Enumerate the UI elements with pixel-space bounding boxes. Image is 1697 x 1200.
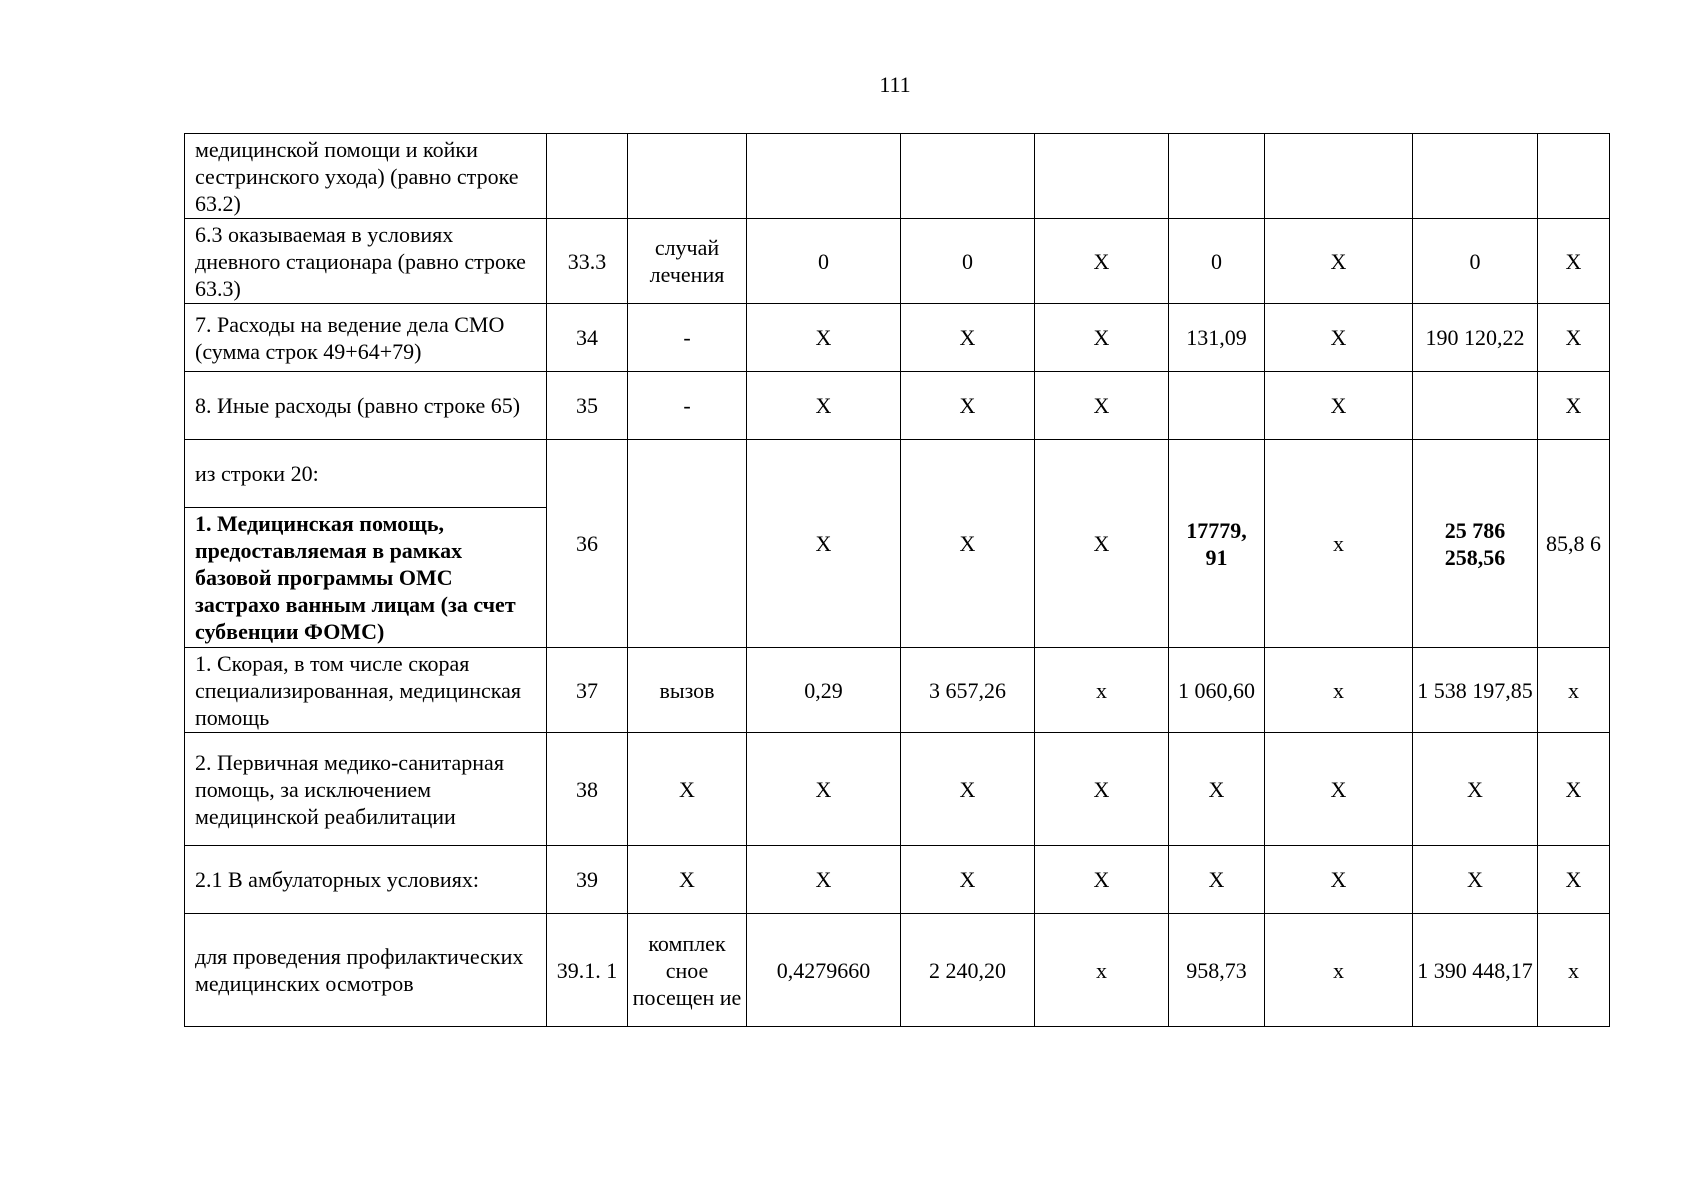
value-cell: 1 390 448,17 [1413, 914, 1538, 1027]
unit-cell: X [628, 846, 747, 914]
value-cell: X [1035, 846, 1169, 914]
value-cell [1035, 134, 1169, 219]
value-cell: 0 [1169, 219, 1265, 304]
value-cell [1169, 372, 1265, 440]
value-cell: X [1265, 846, 1413, 914]
row-label: 2.1 В амбулаторных условиях: [185, 846, 547, 914]
value-cell [1413, 134, 1538, 219]
table-row [185, 648, 1610, 733]
value-cell: 17779, 91 [1169, 440, 1265, 648]
row-number: 38 [547, 733, 628, 846]
value-cell: X [1035, 440, 1169, 648]
row-label: 8. Иные расходы (равно строке 65) [185, 372, 547, 440]
value-cell: X [747, 733, 901, 846]
unit-cell: комплек сное посещен ие [628, 914, 747, 1027]
value-cell: X [1035, 304, 1169, 372]
unit-cell: - [628, 372, 747, 440]
table-row [185, 846, 1610, 914]
row-label: для проведения профилактических медицинских осмотров [185, 914, 547, 1027]
value-cell: X [1035, 733, 1169, 846]
value-cell: X [901, 372, 1035, 440]
value-cell [1169, 134, 1265, 219]
row-label: 6.3 оказываемая в условиях дневного стационара (равно строке 63.3) [185, 219, 547, 304]
page-number: 111 [879, 72, 911, 97]
value-cell: 0,4279660 [747, 914, 901, 1027]
value-cell: x [1035, 648, 1169, 733]
row-label: 2. Первичная медико-санитарная помощь, за исключением медицинской реабилитации [185, 733, 547, 846]
value-cell: X [1538, 372, 1610, 440]
unit-cell: вызов [628, 648, 747, 733]
value-cell: 1 538 197,85 [1413, 648, 1538, 733]
table-row [185, 372, 1610, 440]
value-cell: x [1538, 914, 1610, 1027]
row-number [547, 134, 628, 219]
row-label: 7. Расходы на ведение дела СМО (сумма строк 49+64+79) [185, 304, 547, 372]
value-cell [1413, 372, 1538, 440]
value-cell [747, 134, 901, 219]
data-table [184, 133, 1610, 1027]
value-cell: 131,09 [1169, 304, 1265, 372]
value-cell: x [1265, 914, 1413, 1027]
value-cell: X [1035, 219, 1169, 304]
value-cell: X [901, 440, 1035, 648]
value-cell: X [1169, 733, 1265, 846]
value-cell: 190 120,22 [1413, 304, 1538, 372]
value-cell: x [1035, 914, 1169, 1027]
table-row [185, 914, 1610, 1027]
value-cell: 0 [1413, 219, 1538, 304]
value-cell: 2 240,20 [901, 914, 1035, 1027]
row-number: 39 [547, 846, 628, 914]
unit-cell: - [628, 304, 747, 372]
value-cell: X [1538, 304, 1610, 372]
row-number: 35 [547, 372, 628, 440]
value-cell: X [1413, 733, 1538, 846]
value-cell: X [747, 304, 901, 372]
row-number: 37 [547, 648, 628, 733]
row-label: 1. Скорая, в том числе скорая специализированная, медицинская помощь [185, 648, 547, 733]
value-cell: x [1538, 648, 1610, 733]
value-cell: X [1413, 846, 1538, 914]
table-row [185, 304, 1610, 372]
value-cell: 1 060,60 [1169, 648, 1265, 733]
value-cell: X [1538, 219, 1610, 304]
row-number: 34 [547, 304, 628, 372]
value-cell: 0 [901, 219, 1035, 304]
value-cell: X [1265, 304, 1413, 372]
unit-cell [628, 440, 747, 648]
value-cell: X [901, 304, 1035, 372]
value-cell: 0 [747, 219, 901, 304]
value-cell: X [747, 372, 901, 440]
value-cell: X [747, 440, 901, 648]
value-cell: 0,29 [747, 648, 901, 733]
table-row [185, 440, 1610, 508]
row-number: 36 [547, 440, 628, 648]
value-cell: X [1538, 733, 1610, 846]
unit-cell: X [628, 733, 747, 846]
value-cell: X [1265, 733, 1413, 846]
row-subheading: из строки 20: [185, 440, 547, 508]
value-cell: X [747, 846, 901, 914]
row-number: 39.1. 1 [547, 914, 628, 1027]
value-cell: X [901, 846, 1035, 914]
value-cell: x [1265, 440, 1413, 648]
value-cell: X [1169, 846, 1265, 914]
value-cell: X [1035, 372, 1169, 440]
value-cell: X [1265, 372, 1413, 440]
value-cell: 25 786 258,56 [1413, 440, 1538, 648]
unit-cell [628, 134, 747, 219]
value-cell [901, 134, 1035, 219]
value-cell: 3 657,26 [901, 648, 1035, 733]
value-cell: X [1265, 219, 1413, 304]
table-row [185, 134, 1610, 219]
value-cell: x [1265, 648, 1413, 733]
table-row [185, 733, 1610, 846]
row-label: 1. Медицинская помощь, предоставляемая в рамках базовой программы ОМС застрахо ванным лицам (за счет субвенции ФОМС) [185, 508, 547, 648]
table-row [185, 219, 1610, 304]
value-cell: 958,73 [1169, 914, 1265, 1027]
unit-cell: случай лечения [628, 219, 747, 304]
value-cell [1265, 134, 1413, 219]
row-number: 33.3 [547, 219, 628, 304]
value-cell [1538, 134, 1610, 219]
row-label: медицинской помощи и койки сестринского ухода) (равно строке 63.2) [185, 134, 547, 219]
value-cell: 85,8 6 [1538, 440, 1610, 648]
value-cell: X [1538, 846, 1610, 914]
value-cell: X [901, 733, 1035, 846]
